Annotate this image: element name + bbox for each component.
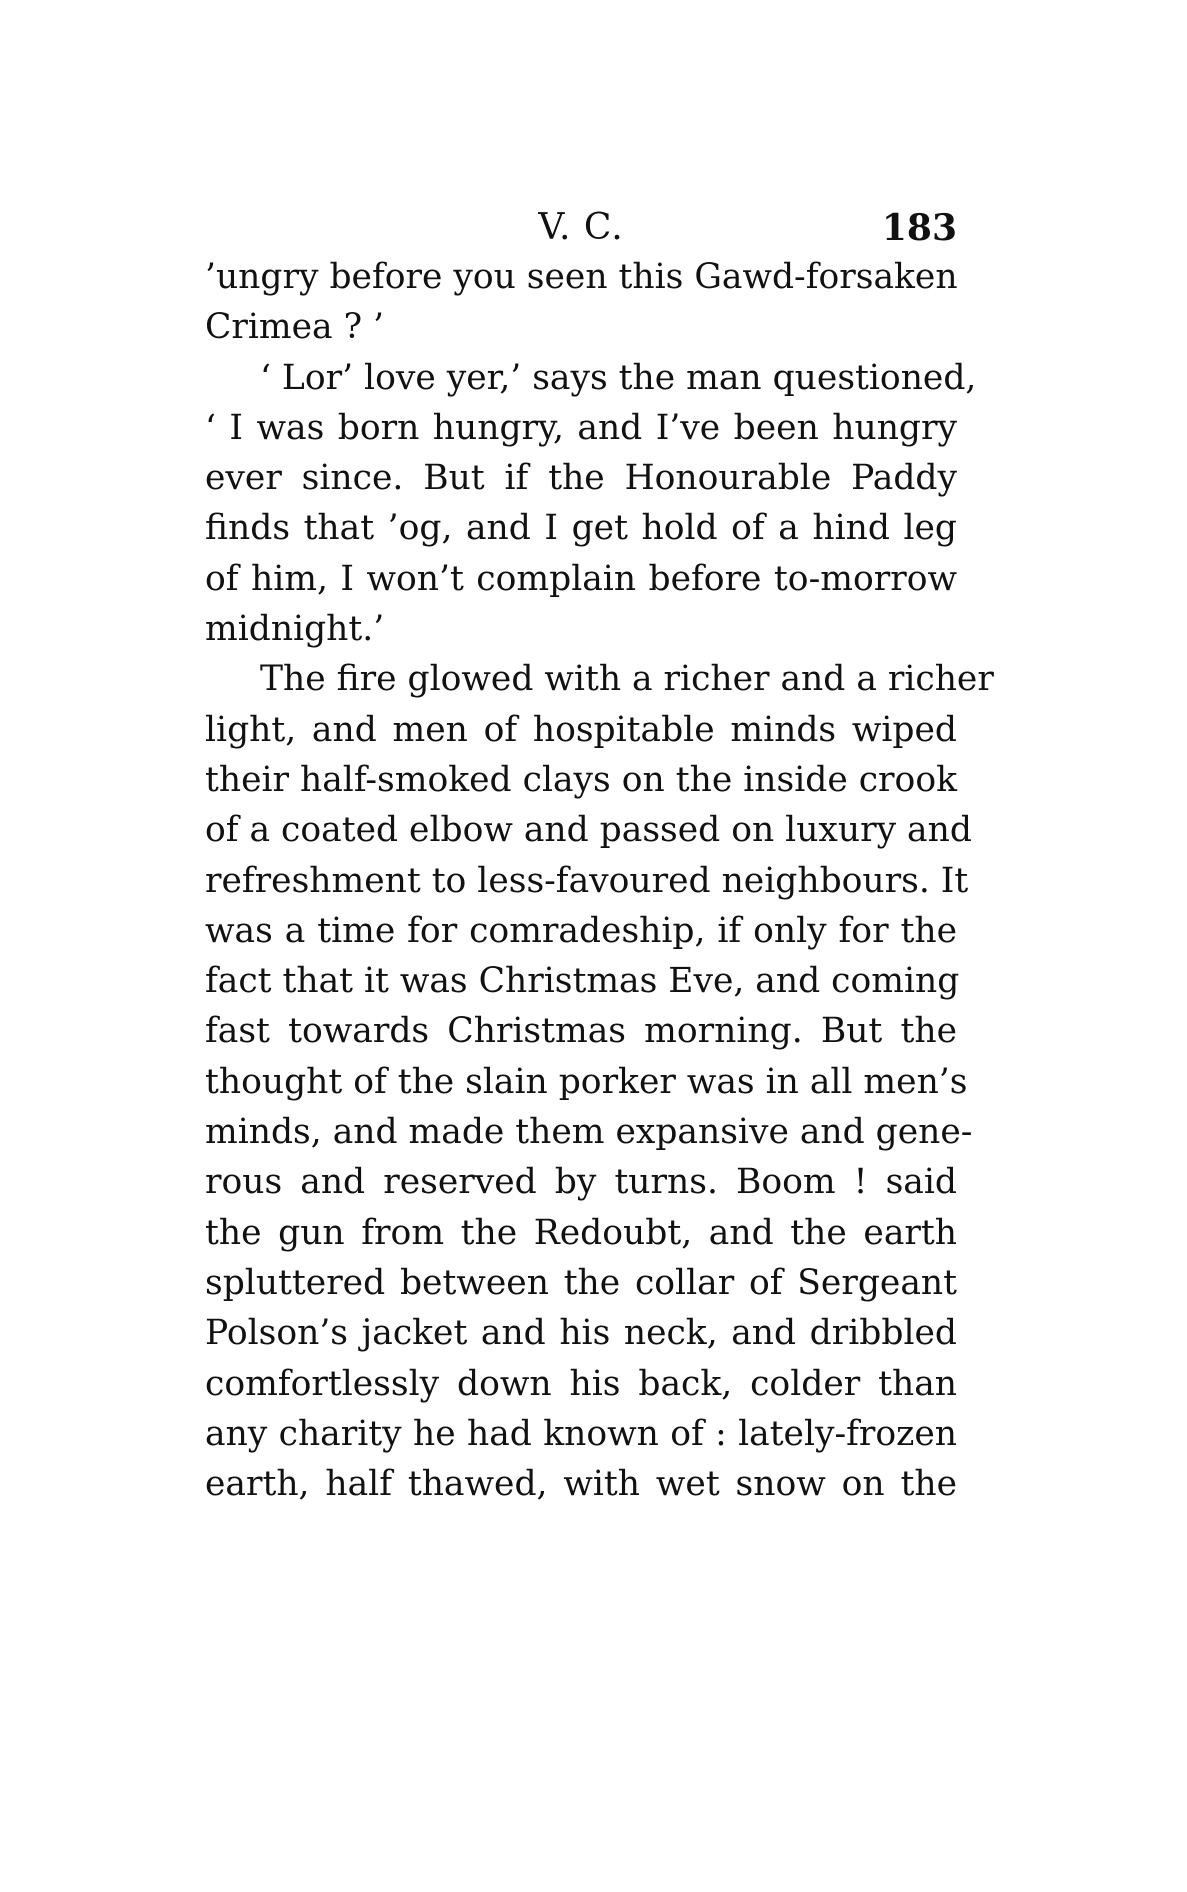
text-line: of a coated elbow and passed on luxury and (205, 810, 972, 851)
text-line: ‘ I was born hungry, and I’ve been hungry (205, 407, 957, 448)
running-title: V. C. (538, 207, 624, 248)
text-line: minds, and made them expansive and gene- (205, 1112, 973, 1153)
text-line: of him, I won’t complain before to-morrow (205, 558, 957, 599)
text-line: the gun from the Redoubt, and the earth (205, 1212, 957, 1253)
text-line: earth, half thawed, with wet snow on the (205, 1464, 957, 1505)
text-line: was a time for comradeship, if only for the (205, 910, 957, 951)
paragraph (205, 654, 994, 1509)
body-text (205, 252, 994, 1509)
text-line: The fire glowed with a richer and a richer (260, 659, 994, 700)
paragraph (205, 252, 957, 353)
text-line: ever since. But if the Honourable Paddy (205, 458, 957, 499)
text-line: their half-smoked clays on the inside crook (205, 759, 957, 800)
text-line: finds that ’og, and I get hold of a hind leg (205, 508, 957, 549)
text-line: thought of the slain porker was in all men’s (205, 1061, 968, 1102)
text-line: light, and men of hospitable minds wiped (205, 709, 957, 750)
text-line: fact that it was Christmas Eve, and coming (205, 961, 960, 1002)
text-line: spluttered between the collar of Sergeant (205, 1262, 957, 1303)
running-head (205, 203, 957, 253)
text-line: fast towards Christmas morning. But the (205, 1011, 957, 1052)
paragraph (205, 353, 977, 655)
text-line: ‘ Lor’ love yer,’ says the man questioned, (260, 357, 977, 398)
text-line: midnight.’ (205, 609, 385, 650)
page-number: 183 (881, 207, 957, 249)
text-line: refreshment to less-favoured neighbours. It (205, 860, 969, 901)
text-line: ’ungry before you seen this Gawd-forsaken (205, 257, 958, 297)
text-line: comfortlessly down his back, colder than (205, 1363, 957, 1404)
text-line: any charity he had known of : lately-frozen (205, 1413, 957, 1454)
text-line: Crimea ? ’ (205, 307, 385, 348)
text-line: Polson’s jacket and his neck, and dribbled (205, 1313, 957, 1354)
text-line: rous and reserved by turns. Boom ! said (205, 1162, 957, 1203)
